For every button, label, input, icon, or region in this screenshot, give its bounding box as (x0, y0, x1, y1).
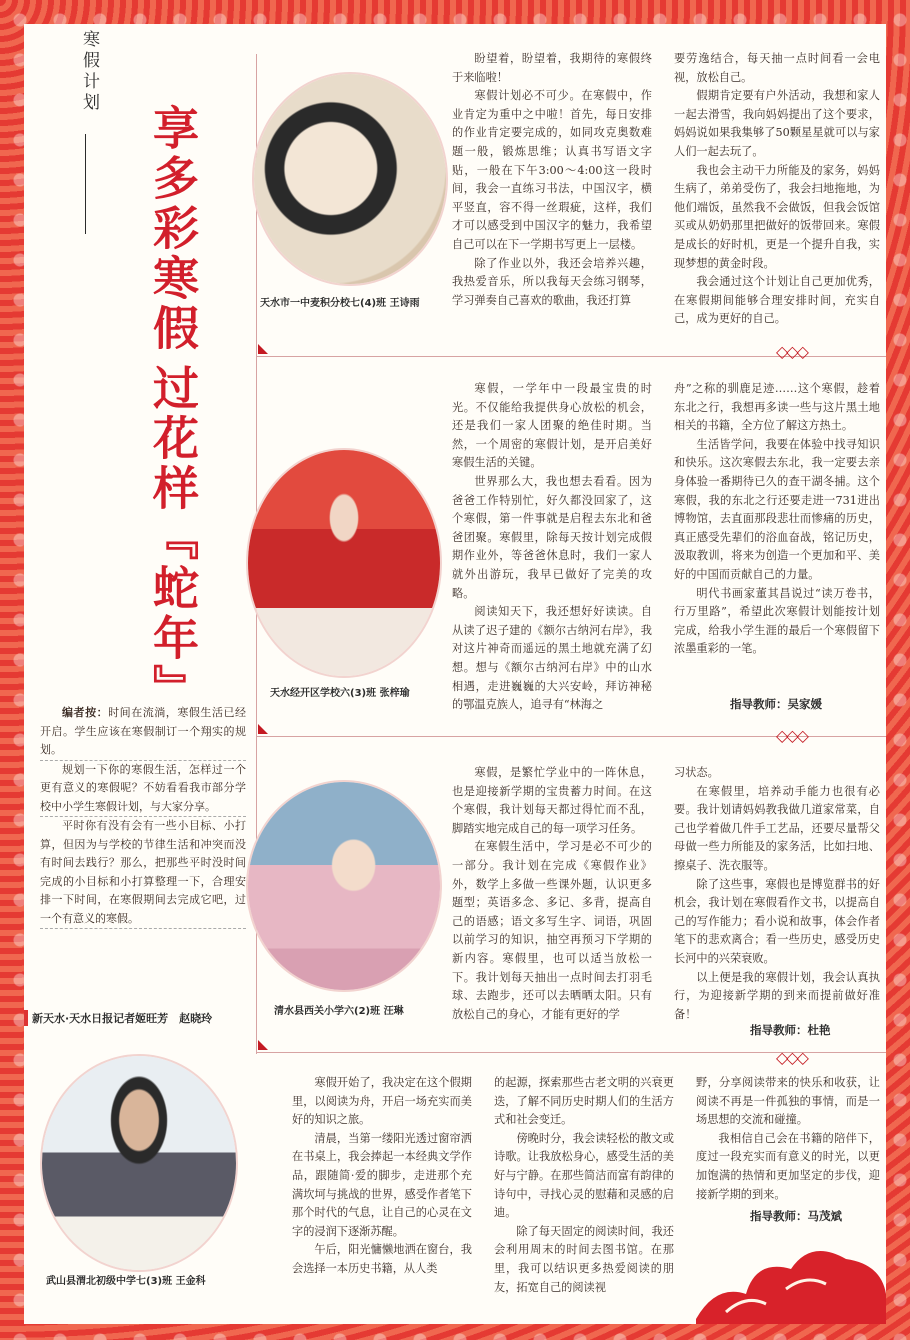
teacher-credit-4: 指导教师：马茂斌 (750, 1209, 842, 1223)
diamond-ornament-1: ◇◇◇ (776, 342, 807, 361)
article1-paragraph: 要劳逸结合，每天抽一点时间看一会电视，放松自己。 (674, 52, 880, 84)
auspicious-cloud-ornament (686, 1224, 886, 1324)
diamond-ornament-2: ◇◇◇ (776, 726, 807, 745)
sub-title: 寒假计划 (79, 30, 99, 114)
article3-column2 (674, 764, 880, 1024)
article4-paragraph: 除了每天固定的阅读时间，我还会利用周末的时间去图书馆。在那里，我可以结识更多热爱阅读的朋友，拓宽自己的阅读视 (494, 1224, 674, 1294)
student-photo-2 (246, 448, 442, 678)
article2-paragraph: 生活皆学问，我要在体验中找寻知识和快乐。这次寒假去东北，我一定要去亲身体验一番期待已久的查干湖冬捕。这个寒假，我的东北之行还要走进一731进出博物馆，去直面那段悲壮而惨痛的历史，真正感受先辈们的浴血奋战，铭记历史，汲取教训，将来为创造一个更加和平、美好的中国而贡献自己的力量。 (674, 437, 880, 581)
article2-paragraph: 世界那么大，我也想去看看。因为爸爸工作特别忙，好久都没回家了，这个寒假，第一件事就是启程去东北和爸爸团聚。寒假里，除每天按计划完成假期作业外，等爸爸休息时，我们一家人就外出游玩，我早已做好了完美的攻略。 (452, 474, 652, 600)
student-photo-3 (246, 780, 442, 992)
editor-note (40, 704, 246, 929)
article2-paragraph: 明代书画家董其昌说过“读万卷书，行万里路”，希望此次寒假计划能按计划完成，给我小学生涯的最后一个寒假留下浓墨重彩的一笔。 (674, 586, 880, 656)
newspaper-page (24, 24, 886, 1324)
teacher-credit-2: 指导教师：吴家媛 (730, 697, 822, 711)
article3-column1 (452, 764, 652, 1024)
diamond-ornament-3: ◇◇◇ (776, 1048, 807, 1067)
article4-paragraph: 傍晚时分，我会读轻松的散文或诗歌。让我放松身心，感受生活的美好与宁静。在那些简洁而富有韵律的诗句中，寻找心灵的慰藉和灵感的启迪。 (494, 1131, 674, 1220)
main-title-line2: 过花样『蛇年』 (146, 364, 200, 714)
photo-caption-3: 清水县西关小学六(2)班 汪琳 (274, 1006, 404, 1017)
article3-paragraph: 在寒假里，培养动手能力也很有必要。我计划请妈妈教我做几道家常菜，自己也学着做几件手工艺品，还要尽量帮父母做一些力所能及的家务活，比如扫地、擦桌子、洗衣服等。 (674, 784, 880, 872)
photo-caption-1: 天水市一中麦积分校七(4)班 王诗雨 (260, 298, 420, 309)
article4-paragraph: 我相信自己会在书籍的陪伴下，度过一段充实而有意义的时光，以更加饱满的热情和更加坚定的步伐，迎接新学期的到来。 (696, 1131, 880, 1201)
article2-paragraph: 舟”之称的驯鹿足迹……这个寒假，趁着东北之行，我想再多读一些与这片黑土地相关的书籍，全方位了解这方热土。 (674, 382, 880, 433)
article1-paragraph: 除了作业以外，我还会培养兴趣，我热爱音乐，所以我每天会练习钢琴，学习弹奏自己喜欢的歌曲，我还打算 (452, 256, 652, 307)
article3-paragraph: 寒假，是繁忙学业中的一阵休息，也是迎接新学期的宝贵蓄力时间。在这个寒假，我计划每天都过得忙而不乱，脚踏实地完成自己的每一项学习任务。 (452, 766, 652, 835)
article4-paragraph: 寒假开始了，我决定在这个假期里，以阅读为舟，开启一场充实而美好的知识之旅。 (292, 1076, 472, 1127)
student-photo-4 (40, 1054, 238, 1272)
article1-column1 (452, 50, 652, 310)
article4-column2 (494, 1074, 674, 1297)
article3-paragraph: 以上便是我的寒假计划，我会认真执行，为迎接新学期的到来而提前做好准备！ (674, 970, 880, 1021)
article1-paragraph: 我会通过这个计划让自己更加优秀，在寒假期间能够合理安排时间，充实自己，成为更好的自己。 (674, 275, 880, 326)
article4-paragraph: 午后，阳光慵懒地洒在窗台，我会选择一本历史书籍，从人类 (292, 1243, 472, 1275)
reporter-byline: 新天水·天水日报记者姬旺芳 赵晓玲 (24, 1010, 252, 1026)
article3-paragraph: 习状态。 (674, 766, 719, 779)
article4-column1 (292, 1074, 472, 1279)
corner-mark-1 (258, 344, 268, 354)
photo-caption-4: 武山县渭北初级中学七(3)班 王金科 (46, 1276, 206, 1287)
editor-note-p1: 编者按：时间在流淌，寒假生活已经开启。学生应该在寒假制订一个翔实的规划。 (40, 704, 246, 761)
photo-caption-2: 天水经开区学校六(3)班 张梓瑜 (270, 688, 410, 699)
editor-note-p2: 规划一下你的寒假生活，怎样过一个更有意义的寒假呢？不妨看看我市部分学校中小学生寒假计划，与大家分享。 (40, 761, 246, 818)
sub-title-rule (85, 134, 86, 234)
corner-mark-2 (258, 724, 268, 734)
article3-paragraph: 除了这些事，寒假也是博览群书的好机会，我计划在寒假看作文书，以提高自己的写作能力；看小说和故事，体会作者笔下的悲欢离合；看一些历史，感受历史长河中的兴荣衰败。 (674, 877, 880, 965)
editor-note-p3: 平时你有没有会有一些小目标、小打算，但因为与学校的节律生活和冲突而没有时间去践行？那么，把那些平时没时间完成的小目标和小打算整理一下，合理安排一下时间，在寒假期间去完成它吧，过一个有意义的寒假。 (40, 817, 246, 929)
article1-paragraph: 假期肯定要有户外活动，我想和家人一起去滑雪，我向妈妈提出了这个要求，妈妈说如果我集够了50颗星星就可以与家人们一起去玩了。 (674, 89, 880, 158)
editor-note-label: 编者按： (62, 706, 109, 719)
teacher-credit-3: 指导教师：杜艳 (750, 1023, 831, 1037)
article4-column3 (696, 1074, 880, 1204)
article1-paragraph: 寒假计划必不可少。在寒假中，作业肯定为重中之中啦！首先，每日安排的作业肯定要完成的，如同攻克奥数难题一般，锻炼思维；认真书写语文字贴，一般在下午3:00～4:00这一段时间，我会一直练习书法，中国汉字，横平竖直，容不得一丝瑕疵，这样，我们才可以感受到中国汉字的魅力，我希望自己可以在下一学期书写更上一层楼。 (452, 89, 652, 251)
article4-paragraph: 清晨，当第一缕阳光透过窗帘洒在书桌上，我会捧起一本经典文学作品，跟随简·爱的脚步，走进那个充满坎坷与挑战的世界，感受作者笔下那个时代的气息，让自己的心灵在文字的浸润下逐渐苏醒。 (292, 1131, 472, 1238)
article1-column2 (674, 50, 880, 329)
article1-paragraph: 我也会主动干力所能及的家务，妈妈生病了，弟弟受伤了，我会扫地拖地，为他们端饭，虽然我不会做饭，但我会饭馆买或从奶奶那里把做好的饭带回来。寒假是成长的好时机，更是一个提升自我，实现梦想的黄金时段。 (674, 163, 880, 270)
corner-mark-3 (258, 1040, 268, 1050)
article1-paragraph: 盼望着，盼望着，我期待的寒假终于来临啦！ (452, 52, 652, 84)
article2-paragraph: 寒假，一学年中一段最宝贵的时光。不仅能给我提供身心放松的机会，还是我们一家人团聚的绝佳时期。当然，一个周密的寒假计划，是开启美好寒假生活的关键。 (452, 382, 652, 470)
article2-column1 (452, 380, 652, 715)
article2-column2 (674, 380, 880, 659)
article3-paragraph: 在寒假生活中，学习是必不可少的一部分。我计划在完成《寒假作业》外，数学上多做一些课外题，认识更多题型；英语多念、多记、多背，提高自己的语感；语文多写生字、词语，巩固以前学习的知识，抽空再预习下学期的新内容。寒假里，也可以适当放松一下。我计划每天抽出一点时间去打羽毛球、去跑步，还可以去晒晒太阳。只有放松自己的身心，才能有更好的学 (452, 840, 652, 1021)
student-photo-1 (252, 72, 448, 286)
article4-paragraph: 的起源，探索那些古老文明的兴衰更迭，了解不同历史时期人们的生活方式和社会变迁。 (494, 1076, 674, 1127)
main-title-line1: 享多彩寒假 (146, 104, 200, 354)
article4-paragraph: 野，分享阅读带来的快乐和收获，让阅读不再是一件孤独的事情，而是一场思想的交流和碰撞。 (696, 1076, 880, 1127)
article2-paragraph: 阅读知天下，我还想好好读读。自从读了迟子建的《额尔古纳河右岸》，我对这片神奇而遥远的黑土地就充满了幻想。想与《额尔古纳河右岸》中的山水相遇，走进巍巍的大兴安岭，拜访神秘的鄂温克族人，追寻有“林海之 (452, 605, 652, 712)
